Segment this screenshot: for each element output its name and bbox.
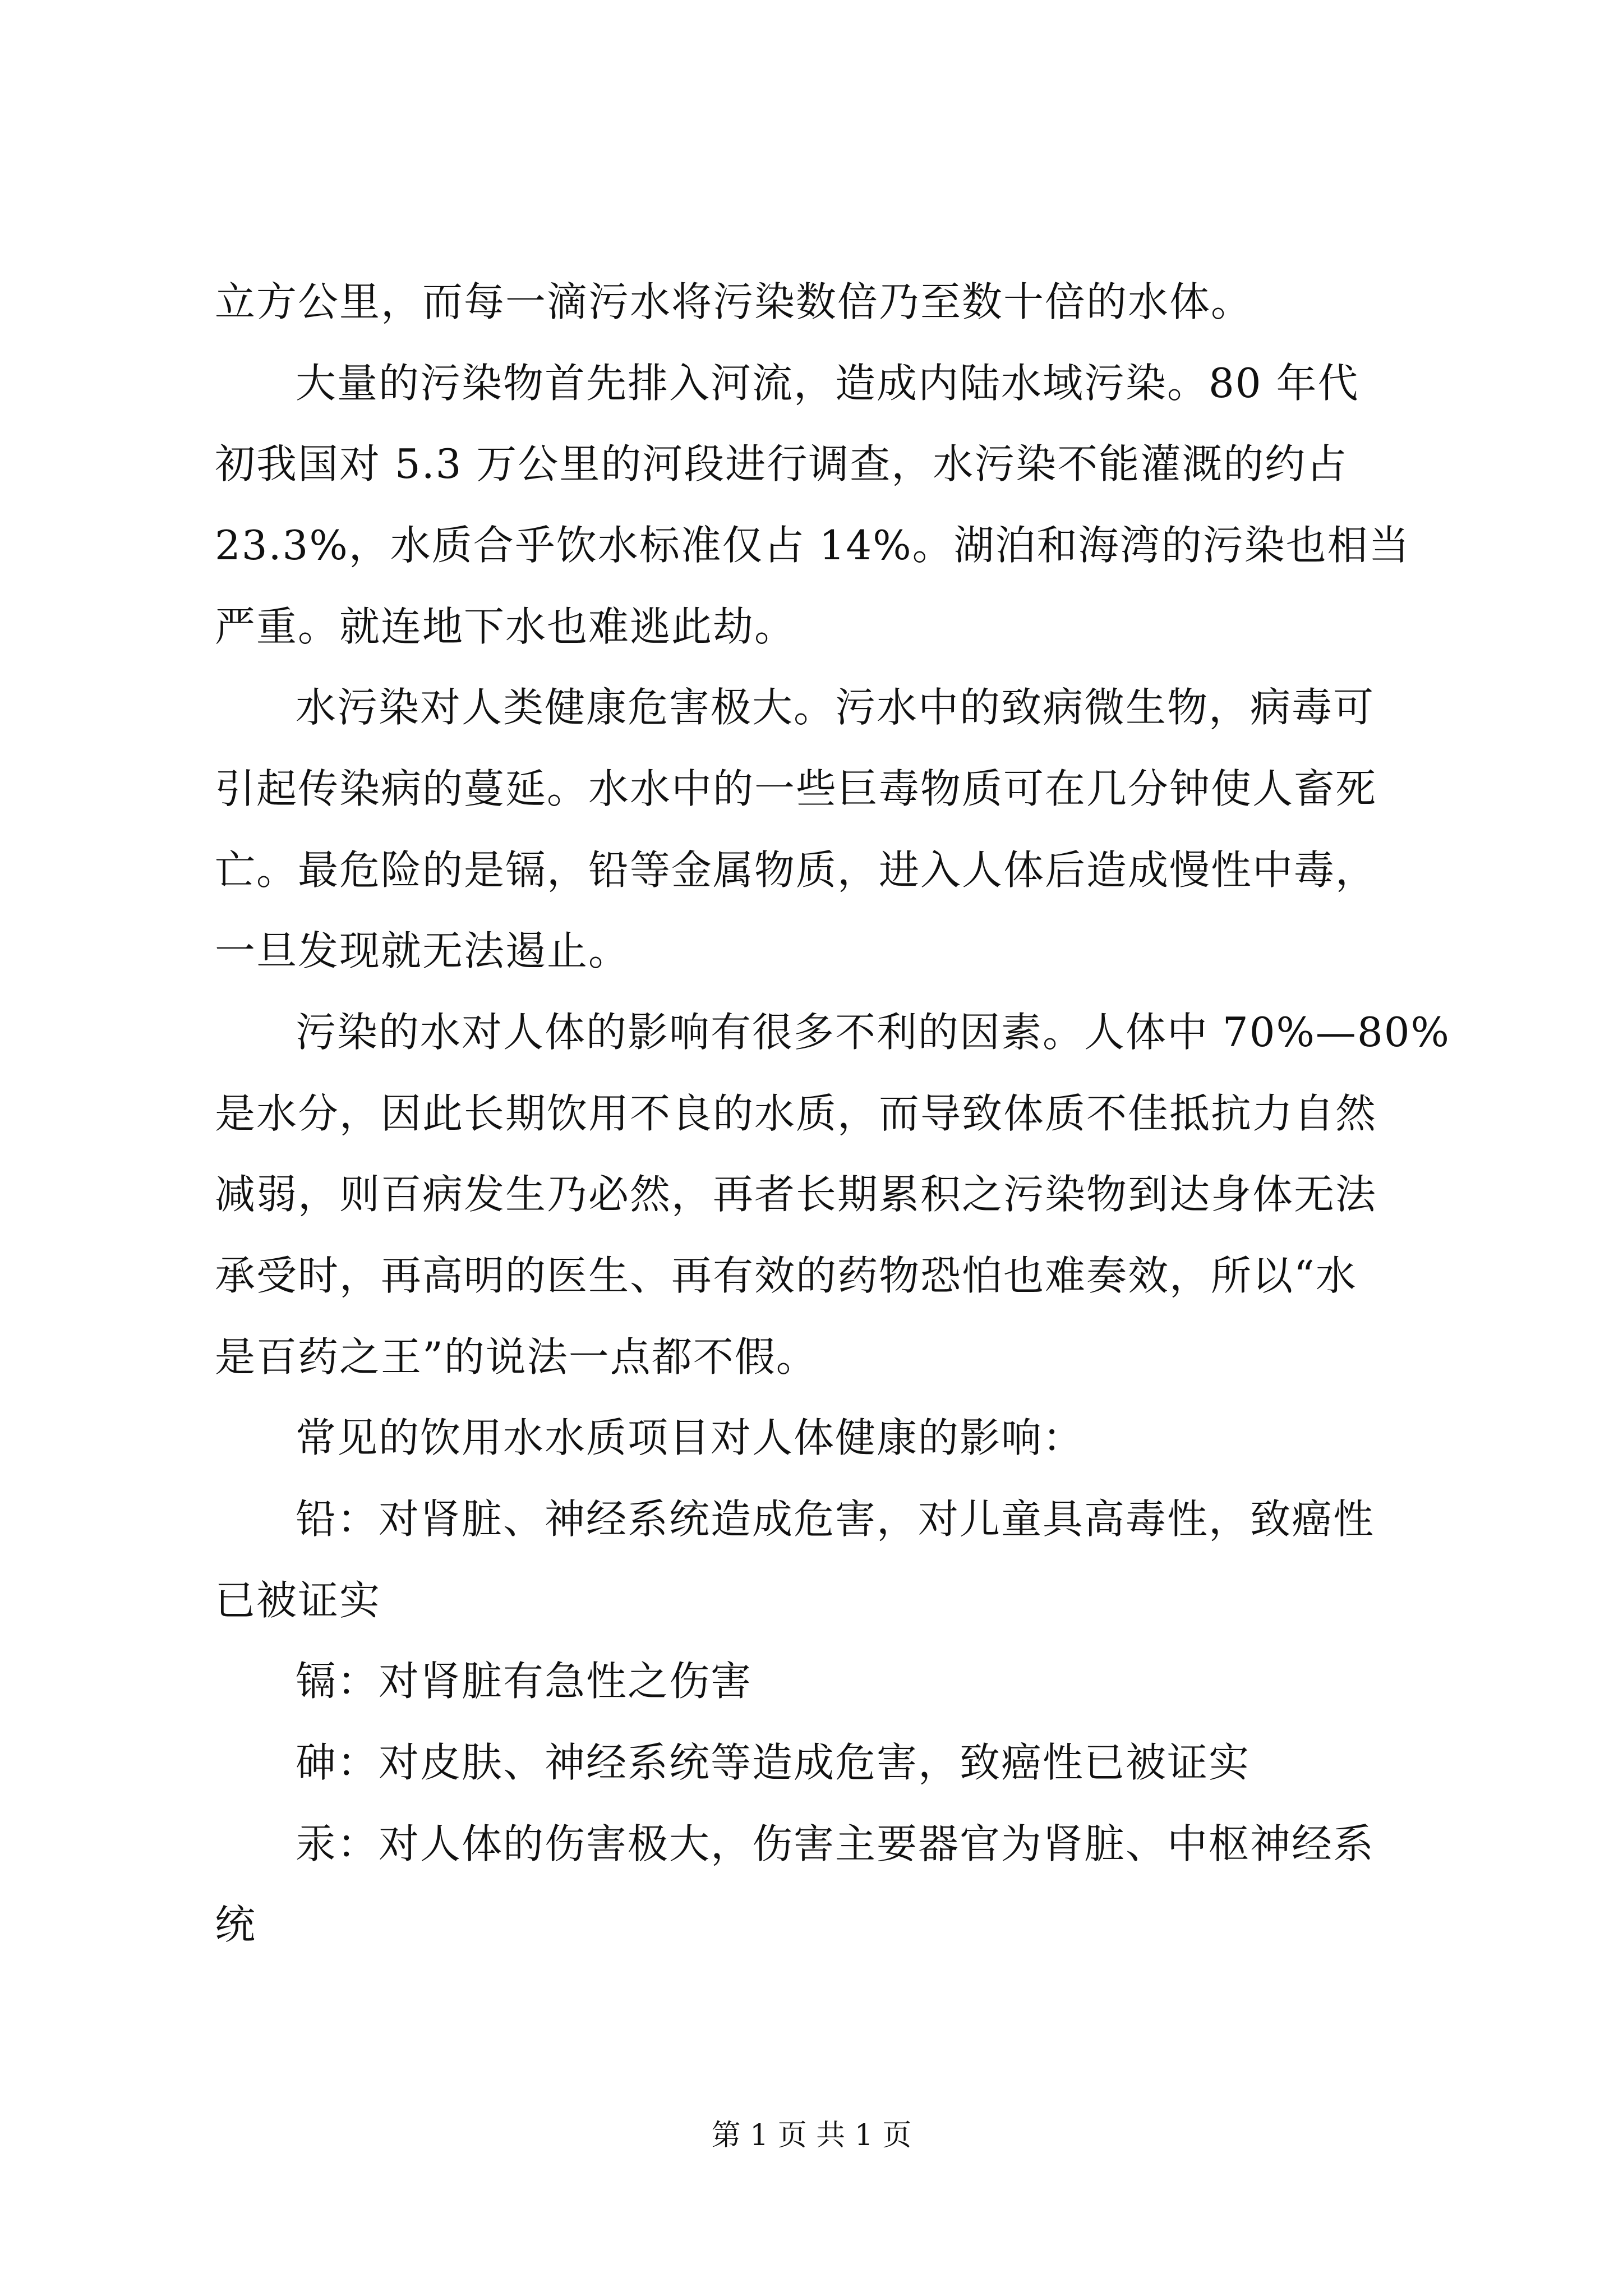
paragraph-line: 水污染对人类健康危害极大。污水中的致病微生物，病毒可 — [296, 684, 1375, 731]
text-line: 23.3%，水质合乎饮水标准仅占 14%。湖泊和海湾的污染也相当 — [215, 522, 1410, 569]
paragraph-line: 铅：对肾脏、神经系统造成危害，对儿童具高毒性，致癌性 — [296, 1496, 1375, 1543]
paragraph-line: 常见的饮用水水质项目对人体健康的影响： — [296, 1414, 1085, 1461]
text-line: 减弱，则百病发生乃必然，再者长期累积之污染物到达身体无法 — [215, 1171, 1377, 1218]
text-line: 严重。就连地下水也难逃此劫。 — [215, 603, 796, 650]
text-line: 已被证实 — [215, 1577, 381, 1624]
text-line: 一旦发现就无法遏止。 — [215, 927, 630, 974]
text-line: 立方公里，而每一滴污水将污染数倍乃至数十倍的水体。 — [215, 278, 1253, 325]
paragraph-line: 镉：对肾脏有急性之伤害 — [296, 1658, 753, 1705]
paragraph-line: 砷：对皮肤、神经系统等造成危害，致癌性已被证实 — [296, 1739, 1251, 1786]
text-line: 是百药之王”的说法一点都不假。 — [215, 1333, 818, 1381]
text-line: 承受时，再高明的医生、再有效的药物恐怕也难奏效，所以“水 — [215, 1252, 1357, 1299]
text-line: 是水分，因此长期饮用不良的水质，而导致体质不佳抵抗力自然 — [215, 1090, 1377, 1137]
text-line: 统 — [215, 1901, 257, 1948]
paragraph-line: 汞：对人体的伤害极大，伤害主要器官为肾脏、中枢神经系 — [296, 1820, 1375, 1867]
paragraph-line: 大量的污染物首先排入河流，造成内陆水域污染。80 年代 — [296, 360, 1359, 407]
text-line: 初我国对 5.3 万公里的河段进行调查，水污染不能灌溉的约占 — [215, 440, 1348, 487]
text-line: 亡。最危险的是镉，铅等金属物质，进入人体后造成慢性中毒， — [215, 846, 1377, 894]
page-footer: 第 1 页 共 1 页 — [711, 2119, 912, 2152]
paragraph-line: 污染的水对人体的影响有很多不利的因素。人体中 70%—80% — [296, 1009, 1450, 1056]
text-line: 引起传染病的蔓延。水水中的一些巨毒物质可在几分钟使人畜死 — [215, 765, 1377, 812]
